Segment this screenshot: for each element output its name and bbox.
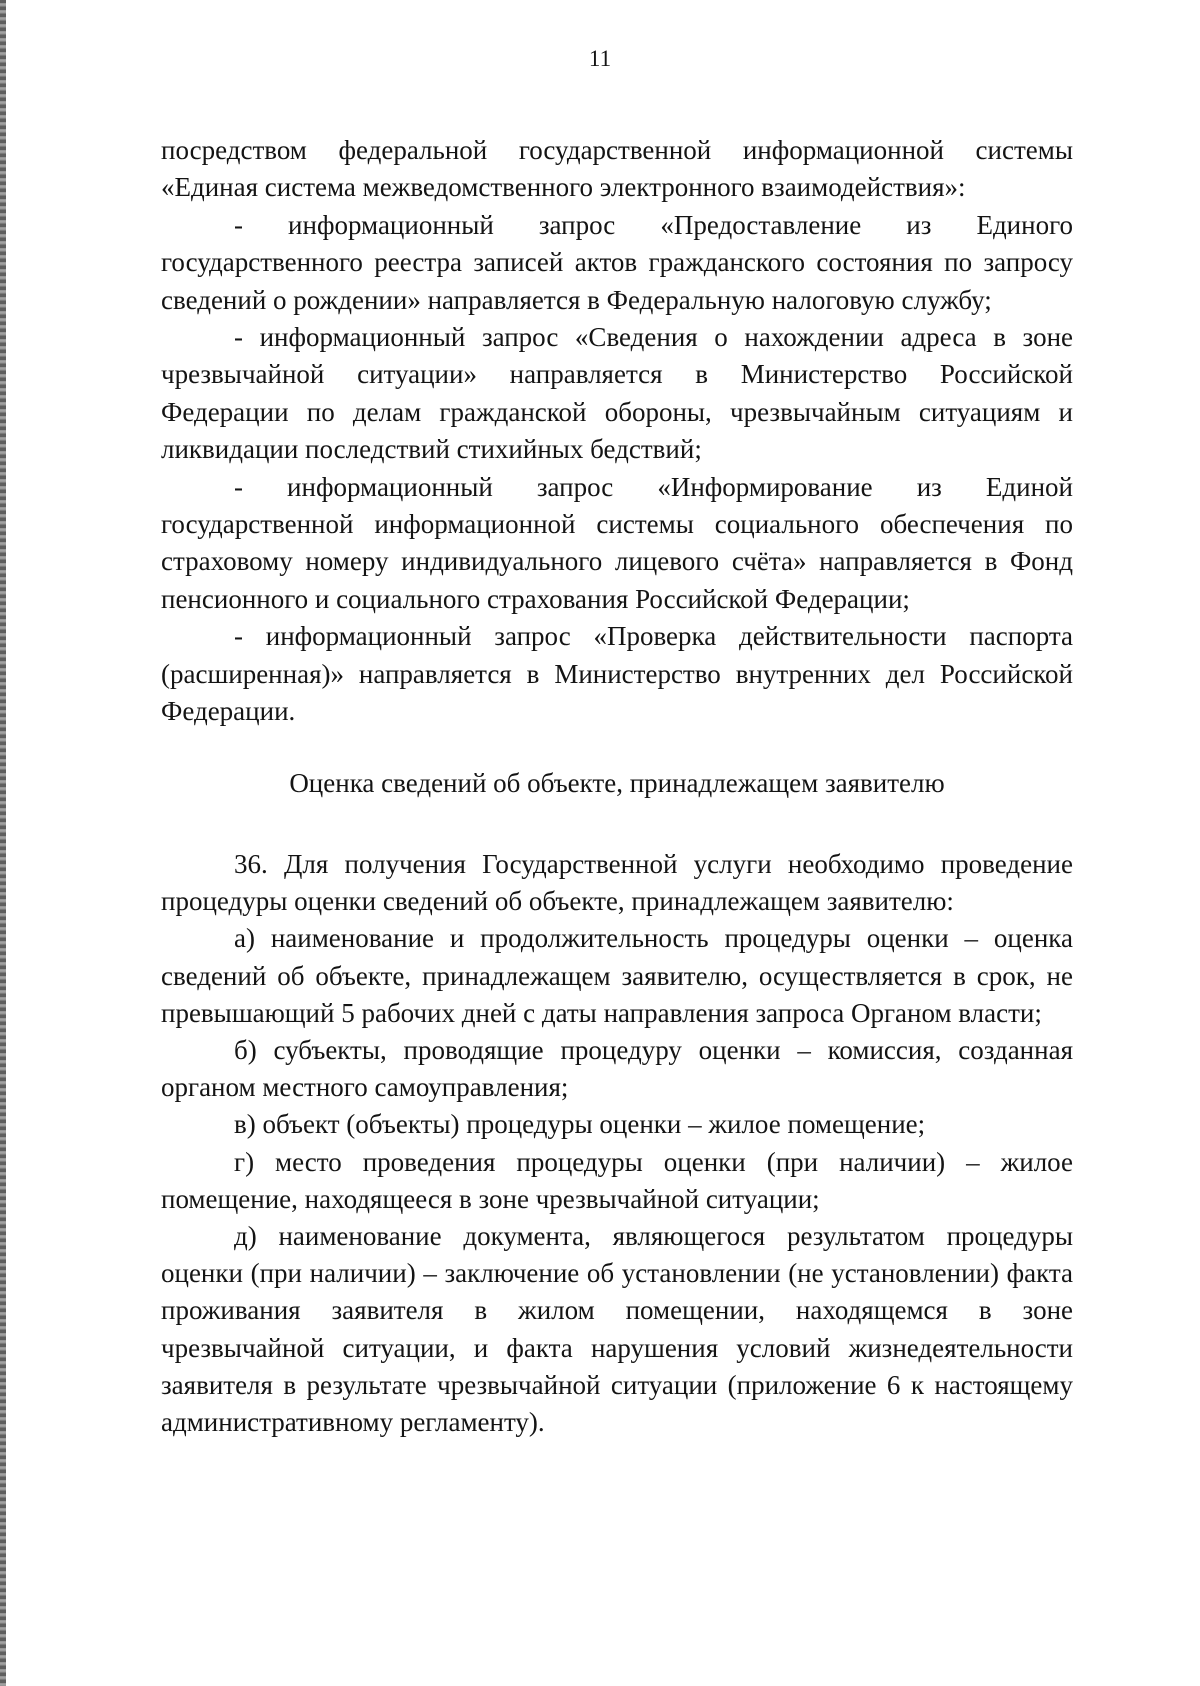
list-item: - информационный запрос «Сведения о нахождении адреса в зоне чрезвычайной ситуации» направляется в Министерство Российской Федерации по делам гражданской обороны, чрезвычайным ситуациям и ликвидации последствий стихийных бедствий;: [161, 322, 1073, 465]
scan-edge: [0, 0, 6, 1686]
list-item: - информационный запрос «Информирование из Единой государственной информационной системы социального обеспечения по страховому номеру индивидуального лицевого счёта» направляется в Фонд пенсионного и социального страхования Российской Федерации;: [161, 471, 1073, 614]
section-heading: Оценка сведений об объекте, принадлежащем заявителю: [289, 767, 945, 798]
list-item: - информационный запрос «Проверка действительности паспорта (расширенная)» направляется в Министерство внутренних дел Российской Федерации.: [161, 621, 1073, 727]
document-body: [161, 132, 1073, 1441]
section-body: [161, 846, 1073, 1441]
list-item: д) наименование документа, являющегося результатом процедуры оценки (при наличии) – заключение об установлении (не установлении) факта проживания заявителя в жилом помещении, находящемся в зоне чрезвычайной ситуации, и факта нарушения условий жизнедеятельности заявителя в результате чрезвычайной ситуации (приложение 6 к настоящему административному регламенту).: [161, 1220, 1073, 1437]
list-item: в) объект (объекты) процедуры оценки – жилое помещение;: [234, 1109, 926, 1140]
page-number: 11: [588, 46, 612, 71]
list-item: а) наименование и продолжительность процедуры оценки – оценка сведений об объекте, принадлежащем заявителю, осуществляется в срок, не превышающий 5 рабочих дней с даты направления запроса Органом власти;: [161, 923, 1073, 1028]
list-item: б) субъекты, проводящие процедуру оценки – комиссия, созданная органом местного самоуправления;: [161, 1034, 1073, 1103]
paragraph: посредством федеральной государственной информационной системы «Единая система межведомственного электронного взаимодействия»:: [161, 135, 1073, 203]
paragraph: 36. Для получения Государственной услуги необходимо проведение процедуры оценки сведений об объекте, принадлежащем заявителю:: [161, 848, 1073, 917]
list-item: г) место проведения процедуры оценки (при наличии) – жилое помещение, находящееся в зоне чрезвычайной ситуации;: [161, 1146, 1073, 1214]
list-item: - информационный запрос «Предоставление из Единого государственного реестра записей актов гражданского состояния по запросу сведений о рождении» направляется в Федеральную налоговую службу;: [161, 209, 1073, 315]
